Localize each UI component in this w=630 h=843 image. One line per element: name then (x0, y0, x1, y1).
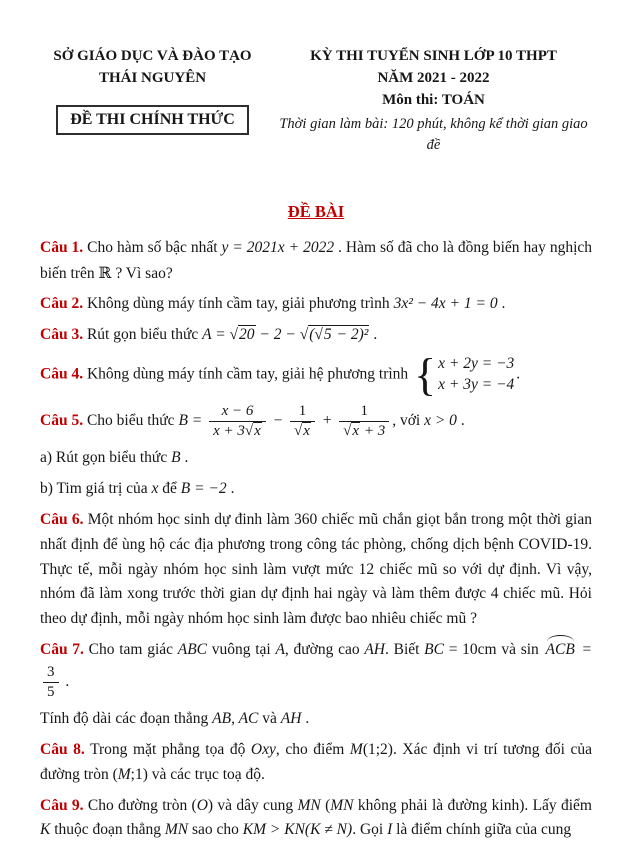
operator: − (268, 411, 288, 429)
q-text: là điểm chính giữa của cung (392, 821, 572, 839)
q-text: . (226, 480, 235, 498)
radical-sign: √ (244, 422, 254, 439)
q-text: Trong mặt phẳng tọa độ (90, 741, 251, 759)
square-root (245, 422, 262, 439)
question-7 (40, 638, 592, 701)
denominator (339, 421, 389, 441)
q-text: ) và dây cung (207, 796, 298, 814)
denominator: 5 (43, 682, 59, 702)
q-text: Cho biểu thức (86, 411, 179, 429)
question-1 (40, 236, 592, 287)
q-text: (1;2) (362, 741, 393, 759)
authority-name: SỞ GIÁO DỤC VÀ ĐÀO TẠO (53, 48, 252, 64)
q-math: AH (280, 710, 302, 728)
q-text: , với (392, 411, 425, 429)
q-text: Cho đường tròn ( (87, 796, 197, 814)
exam-subject: Môn thi: TOÁN (382, 91, 485, 108)
q-text: Không dùng máy tính cầm tay, giải phương trình (86, 295, 394, 313)
numerator: 1 (360, 402, 368, 419)
q-text: . (301, 710, 310, 728)
q-math: AB, AC (212, 710, 259, 728)
q-math: K (40, 821, 51, 839)
fraction (209, 402, 266, 441)
radicand (308, 325, 369, 343)
square-root (230, 325, 256, 343)
fraction (339, 402, 389, 441)
q-math: ( (309, 326, 315, 344)
q-math: M (117, 765, 131, 783)
q-text: . Hàm số đã cho là đồng biến hay nghịch biến trên (40, 238, 593, 282)
q-text: Cho hàm số bậc nhất (87, 238, 222, 256)
q-label: Câu 8. (40, 741, 85, 759)
sin-function: sin (520, 640, 544, 658)
question-3 (40, 323, 592, 348)
q-math: BC (424, 640, 444, 658)
q-math: MN (164, 821, 189, 839)
official-exam-badge: ĐỀ THI CHÍNH THỨC (56, 105, 249, 135)
issuing-authority-block (40, 46, 265, 135)
question-5 (40, 402, 592, 441)
q-text: Không dùng máy tính cầm tay, giải hệ phương trình (86, 365, 413, 383)
exam-info-block (275, 46, 592, 155)
radicand: x (303, 422, 310, 439)
radical-sign: √ (343, 422, 352, 439)
q-text: . Xác định vi trí tương đối của đường tròn ( (40, 741, 592, 783)
authority-province: THÁI NGUYÊN (98, 69, 207, 86)
equation-2: x + 3y = −4 (438, 375, 515, 393)
question-5b (40, 477, 592, 502)
q-text: để (158, 480, 181, 498)
q-text: không phải là đường kinh). Lấy điểm (353, 796, 592, 814)
system-brace: { (414, 349, 437, 401)
q-math: KM > KN(K ≠ N) (242, 821, 353, 839)
q-text: ? Vì sao? (111, 264, 173, 282)
q-math: x + 3 (213, 422, 245, 439)
q-label: Câu 4. (40, 365, 84, 383)
q-text: = 10cm và (443, 640, 521, 658)
q-text: . Biết (385, 640, 425, 658)
q-math: ABC (177, 640, 208, 658)
q-math: B (171, 449, 181, 467)
q-math: y = 2021x + 2022 (221, 238, 335, 256)
q-math: − 2)² (332, 326, 369, 344)
radical-sign: √ (294, 422, 303, 439)
q-label: Câu 7. (40, 640, 84, 658)
radicand: x (352, 422, 360, 439)
q-text: a) Rút gọn biểu thức (40, 449, 172, 467)
q-text: vuông tại (207, 640, 276, 658)
radicand: 5 (323, 326, 332, 344)
fraction (290, 402, 315, 441)
q-label: Câu 1. (40, 238, 84, 256)
q-math: MN (297, 796, 321, 814)
square-root (314, 325, 332, 343)
radicand: 20 (239, 326, 255, 344)
square-root (343, 422, 360, 439)
q-math: MN (330, 796, 354, 814)
q-text: . Gọi (352, 821, 388, 839)
q-math: I (387, 821, 393, 839)
question-6 (40, 508, 592, 632)
q-math: B = −2 (180, 480, 227, 498)
exam-duration: Thời gian làm bài: 120 phút, không kể thời gian giao đề (279, 116, 588, 153)
q-text: ( (320, 796, 331, 814)
q-label: Câu 6. (40, 510, 84, 528)
q-math: O (196, 796, 208, 814)
q-text: b) Tim giá trị của (40, 480, 152, 498)
numerator: 3 (47, 663, 55, 680)
question-5a (40, 446, 592, 471)
q-text: Tính độ dài các đoạn thẳng (40, 710, 213, 728)
radicand: x (254, 422, 261, 439)
equation-system (414, 349, 515, 401)
q-label: Câu 2. (40, 295, 84, 313)
q-text: , cho điểm (275, 741, 350, 759)
operator: + (317, 411, 337, 429)
square-root (300, 325, 370, 343)
q-label: Câu 5. (40, 411, 84, 429)
numerator: x − 6 (221, 402, 254, 419)
q-math: Oxy (250, 741, 276, 759)
question-8 (40, 738, 592, 788)
q-text: ;1) và các trục toạ độ. (130, 765, 265, 783)
numerator: 1 (298, 402, 307, 419)
q-math: AH (364, 640, 385, 658)
q-text: . (61, 672, 70, 690)
q-math: A = (202, 326, 230, 344)
angle-hat: ACB (544, 638, 577, 663)
q-text: sao cho (188, 821, 243, 839)
q-text: . (180, 449, 189, 467)
q-text: Cho tam giác (88, 640, 178, 658)
exam-year: NĂM 2021 - 2022 (377, 69, 490, 86)
radical-sign: √ (229, 326, 239, 344)
fraction (43, 663, 59, 702)
q-label: Câu 9. (40, 796, 84, 814)
system-equations (438, 354, 514, 396)
radical-sign: √ (314, 326, 323, 344)
question-4 (40, 349, 592, 401)
q-math: M (349, 741, 363, 759)
q-text: . (516, 365, 521, 383)
q-text: . (456, 411, 465, 429)
square-root (294, 422, 311, 439)
q-math: − 2 − (255, 326, 300, 344)
question-7-line2 (40, 707, 592, 732)
q-text: . (369, 326, 378, 344)
question-9 (40, 794, 592, 843)
real-numbers-symbol: ℝ (98, 263, 112, 282)
equation-1: x + 2y = −3 (438, 355, 515, 373)
q-math: x > 0 (424, 411, 457, 429)
q-text: thuộc đoạn thẳng (50, 821, 165, 839)
denominator (290, 421, 315, 441)
q-text: Rút gọn biểu thức (86, 326, 203, 344)
exam-header (40, 46, 592, 155)
q-math: + 3 (360, 422, 386, 439)
q-label: Câu 3. (40, 326, 84, 344)
q-math: A (275, 640, 285, 658)
q-text: Một nhóm học sinh dự đinh làm 360 chiếc mũ chắn giọt bắn trong một thời gian nhất định để ùng hộ các địa phương trong công tác phòng, chống dịch bệnh COVID-19. Thực tế, mỗi ngày nhóm học sinh làm vượt mức 12 chiếc mũ so với dự định. Vì vậy, nhóm đã làm xong trước thời gian dự định hai ngày và làm thêm được 4 chiếc mũ. Hỏi theo dự định, mỗi ngày nhóm học sinh làm được bao nhiêu chiếc mũ ? (40, 510, 592, 628)
denominator (209, 421, 266, 441)
question-2 (40, 292, 592, 317)
q-math: B = (178, 411, 207, 429)
document-title: ĐỀ BÀI (287, 201, 345, 221)
q-math: = (576, 640, 592, 658)
q-text: , đường cao (284, 640, 365, 658)
q-text: và (258, 710, 281, 728)
q-math: 3x² − 4x + 1 = 0 (393, 295, 498, 313)
q-math: x (151, 480, 159, 498)
q-text: . (497, 295, 506, 313)
exam-name: KỲ THI TUYỂN SINH LỚP 10 THPT (310, 48, 557, 64)
radical-sign: √ (299, 326, 309, 344)
